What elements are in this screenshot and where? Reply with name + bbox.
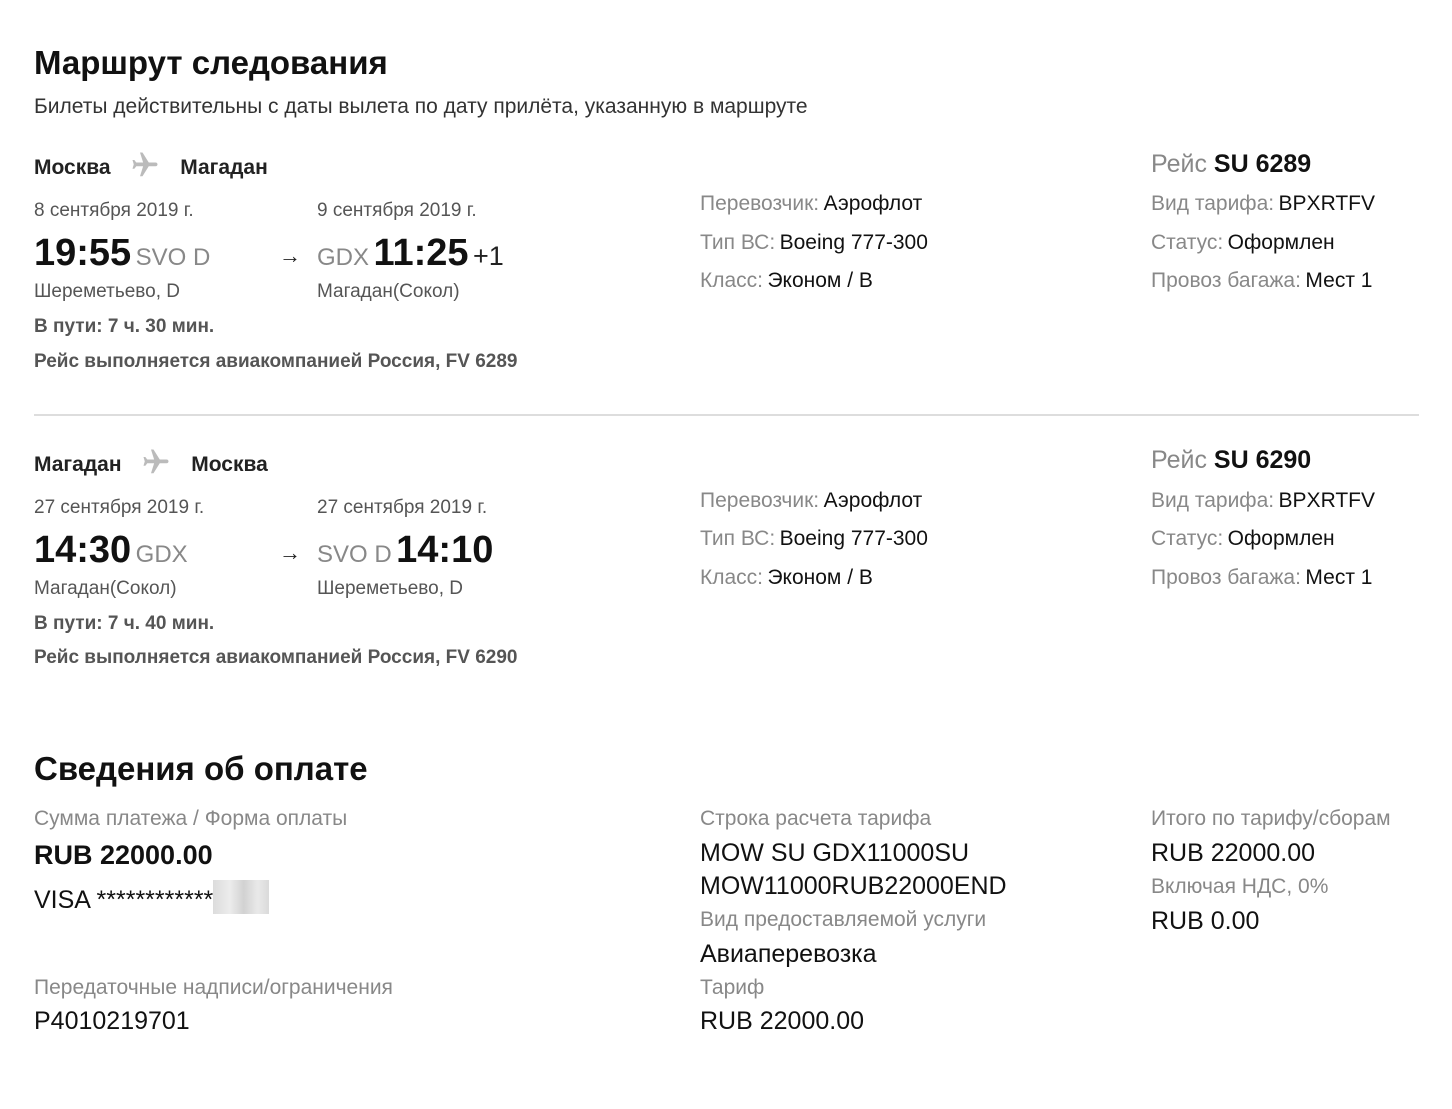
sum-label: Сумма платежа / Форма оплаты	[34, 807, 348, 830]
operated-by: Рейс выполняется авиакомпанией Россия, FV 6290	[34, 647, 518, 668]
fare-label: Вид тарифа:	[1151, 489, 1275, 512]
status-row	[1151, 527, 1335, 551]
day-offset: +1	[473, 241, 504, 271]
fare-label: Вид тарифа:	[1151, 192, 1275, 215]
fare-calc-label: Строка расчета тарифа	[700, 807, 932, 830]
departure-airport: Шереметьево, D	[34, 281, 181, 302]
payment-title: Сведения об оплате	[34, 750, 368, 787]
aircraft-label: Тип ВС:	[700, 527, 776, 550]
carrier-label: Перевозчик:	[700, 489, 820, 512]
class-value: Эконом / B	[767, 269, 873, 292]
total-label: Итого по тарифу/сборам	[1151, 807, 1391, 830]
baggage-value: Мест 1	[1305, 566, 1373, 589]
status-label: Статус:	[1151, 527, 1224, 550]
departure-code: GDX	[135, 541, 188, 568]
card-row	[34, 880, 269, 915]
carrier-value: Аэрофлот	[823, 192, 923, 215]
segment-divider	[34, 414, 1419, 416]
from-city: Магадан	[34, 453, 122, 476]
arrival-airport: Магадан(Сокол)	[317, 281, 460, 302]
baggage-value: Мест 1	[1305, 269, 1373, 292]
baggage-row	[1151, 269, 1372, 293]
departure-airport: Магадан(Сокол)	[34, 578, 177, 599]
flight-prefix: Рейс	[1151, 446, 1207, 474]
route-title: Маршрут следования	[34, 44, 388, 81]
arrival-time-block	[317, 232, 504, 275]
baggage-row	[1151, 566, 1372, 590]
departure-time-block	[34, 529, 188, 572]
departure-date: 8 сентября 2019 г.	[34, 200, 194, 221]
arrival-code: GDX	[317, 244, 370, 271]
route-subtitle: Билеты действительны с даты вылета по дату прилёта, указанную в маршруте	[34, 95, 808, 118]
airplane-icon	[128, 150, 162, 186]
service-label: Вид предоставляемой услуги	[700, 908, 987, 931]
from-city: Москва	[34, 156, 111, 179]
arrow-right-icon: →	[279, 540, 301, 565]
arrival-airport: Шереметьево, D	[317, 578, 464, 599]
arrival-code: SVO D	[317, 541, 392, 568]
to-city: Москва	[191, 453, 268, 476]
redacted-block	[213, 880, 269, 914]
departure-code: SVO D	[135, 244, 211, 271]
status-row	[1151, 231, 1335, 255]
carrier-label: Перевозчик:	[700, 192, 820, 215]
route-line	[34, 150, 268, 186]
baggage-label: Провоз багажа:	[1151, 566, 1301, 589]
fare-row	[1151, 489, 1375, 513]
carrier-row	[700, 192, 922, 216]
fare-value: BPXRTFV	[1278, 192, 1376, 215]
baggage-label: Провоз багажа:	[1151, 269, 1301, 292]
fare-row	[1151, 192, 1375, 216]
total-value: RUB 22000.00	[1151, 839, 1316, 867]
endorsements-label: Передаточные надписи/ограничения	[34, 976, 393, 999]
status-label: Статус:	[1151, 231, 1224, 254]
class-label: Класс:	[700, 566, 763, 589]
departure-time-block	[34, 232, 210, 275]
airplane-icon	[139, 447, 173, 483]
aircraft-value: Boeing 777-300	[779, 231, 928, 254]
arrow-right-icon: →	[279, 243, 301, 268]
class-value: Эконом / B	[767, 566, 873, 589]
operated-by: Рейс выполняется авиакомпанией Россия, FV 6289	[34, 351, 518, 372]
sum-value: RUB 22000.00	[34, 840, 213, 870]
flight-prefix: Рейс	[1151, 150, 1207, 178]
class-row	[700, 269, 873, 293]
card-number: VISA ************	[34, 886, 214, 914]
departure-time: 19:55	[34, 232, 132, 274]
aircraft-label: Тип ВС:	[700, 231, 776, 254]
arrival-time: 11:25	[373, 232, 469, 274]
arrival-time-block	[317, 529, 493, 572]
carrier-row	[700, 489, 922, 513]
flight-number: SU 6290	[1213, 446, 1312, 474]
class-row	[700, 566, 873, 590]
duration: В пути: 7 ч. 40 мин.	[34, 613, 215, 634]
endorsements-value: P4010219701	[34, 1007, 190, 1035]
class-label: Класс:	[700, 269, 763, 292]
status-value: Оформлен	[1227, 231, 1335, 254]
arrival-time: 14:10	[396, 529, 494, 571]
departure-time: 14:30	[34, 529, 132, 571]
vat-value: RUB 0.00	[1151, 907, 1260, 935]
aircraft-row	[700, 231, 928, 255]
to-city: Магадан	[180, 156, 268, 179]
fare-calc-line1: MOW SU GDX11000SU	[700, 839, 970, 867]
vat-label: Включая НДС, 0%	[1151, 875, 1329, 898]
arrival-date: 27 сентября 2019 г.	[317, 497, 488, 518]
flight-number: SU 6289	[1213, 150, 1312, 178]
aircraft-value: Boeing 777-300	[779, 527, 928, 550]
arrival-date: 9 сентября 2019 г.	[317, 200, 477, 221]
fare-calc-line2: MOW11000RUB22000END	[700, 872, 1007, 900]
flight-number-row	[1151, 150, 1311, 179]
tariff-label: Тариф	[700, 976, 765, 999]
status-value: Оформлен	[1227, 527, 1335, 550]
fare-value: BPXRTFV	[1278, 489, 1376, 512]
service-value: Авиаперевозка	[700, 940, 877, 968]
flight-number-row	[1151, 446, 1311, 475]
route-line	[34, 447, 268, 483]
tariff-value: RUB 22000.00	[700, 1007, 865, 1035]
departure-date: 27 сентября 2019 г.	[34, 497, 205, 518]
duration: В пути: 7 ч. 30 мин.	[34, 316, 215, 337]
carrier-value: Аэрофлот	[823, 489, 923, 512]
aircraft-row	[700, 527, 928, 551]
